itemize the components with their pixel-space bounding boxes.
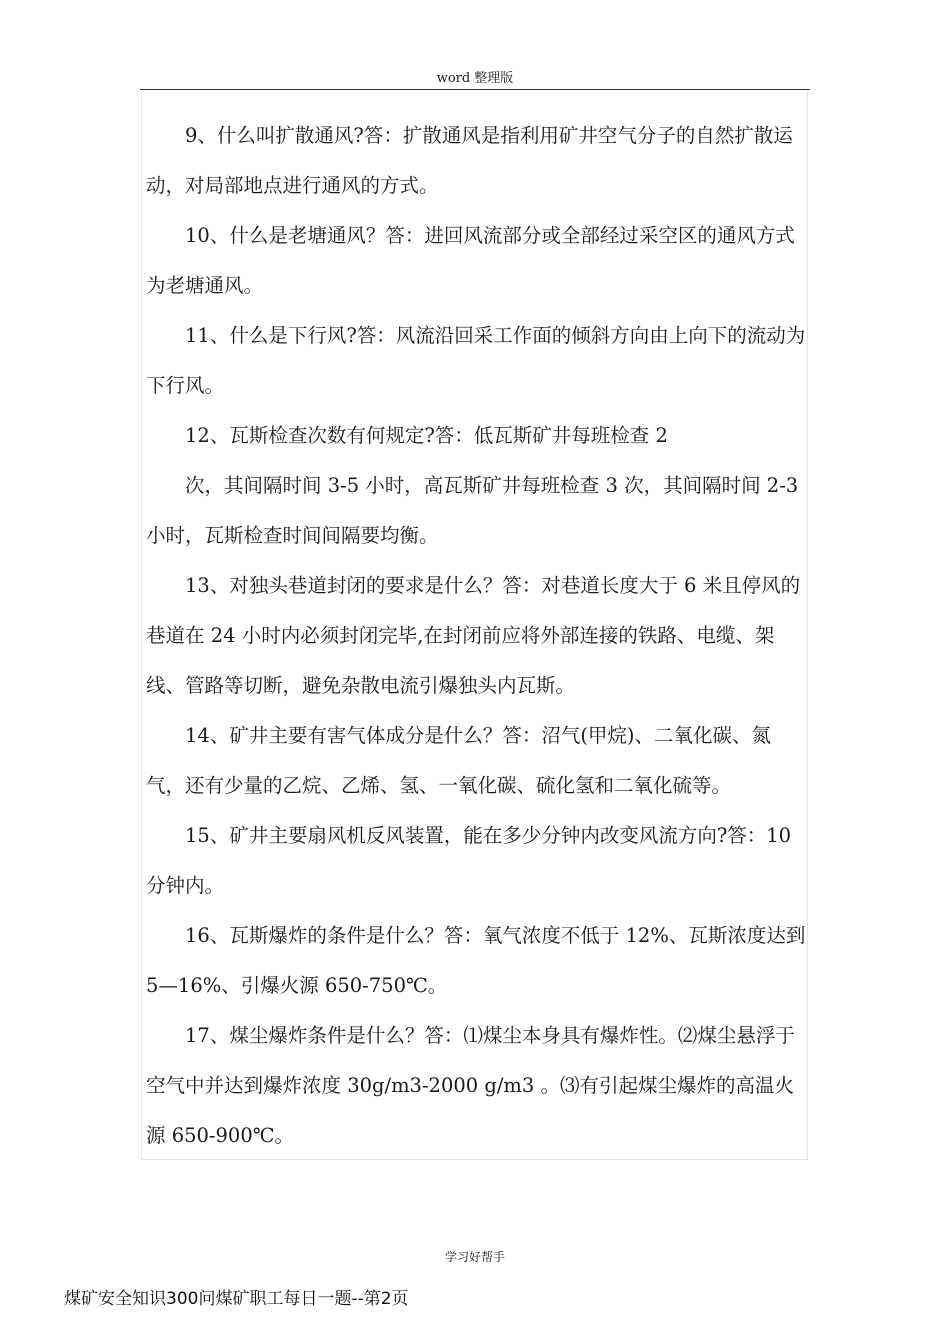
document-body	[146, 111, 808, 1161]
paragraph-q9: 9、什么叫扩散通风?答：扩散通风是指利用矿井空气分子的自然扩散运动，对局部地点进行通风的方式。	[146, 124, 793, 197]
paragraph-q14: 14、矿井主要有害气体成分是什么？答：沼气(甲烷)、二氧化碳、氮气，还有少量的乙烷、乙烯、氢、一氧化碳、硫化氢和二氧化硫等。	[146, 724, 772, 797]
paragraph-q10: 10、什么是老塘通风？答：进回风流部分或全部经过采空区的通风方式为老塘通风。	[146, 224, 795, 297]
page-footer: 学习好帮手	[444, 1250, 505, 1264]
header-rule	[140, 89, 810, 90]
paragraph-q15: 15、矿井主要扇风机反风装置，能在多少分钟内改变风流方向?答：10 分钟内。	[146, 824, 792, 897]
paragraph-q11: 11、什么是下行风?答：风流沿回采工作面的倾斜方向由上向下的流动为下行风。	[146, 324, 806, 397]
paragraph-q17: 17、煤尘爆炸条件是什么？答：⑴煤尘本身具有爆炸性。⑵煤尘悬浮于空气中并达到爆炸浓度 30g/m3-2000 g/m3 。⑶有引起煤尘爆炸的高温火源 650-900℃。	[146, 1024, 795, 1147]
paragraph-q16: 16、瓦斯爆炸的条件是什么？答：氧气浓度不低于 12%、瓦斯浓度达到 5—16%、引爆火源 650-750℃。	[146, 924, 806, 997]
document-title-caption: 煤矿安全知识300问煤矿职工每日一题--第2页	[64, 1289, 409, 1309]
paragraph-q12-cont: 次，其间隔时间 3-5 小时，高瓦斯矿井每班检查 3 次，其间隔时间 2-3 小时，瓦斯检查时间间隔要均衡。	[146, 474, 799, 547]
paragraph-q13: 13、对独头巷道封闭的要求是什么？答：对巷道长度大于 6 米且停风的巷道在 24 小时内必须封闭完毕,在封闭前应将外部连接的铁路、电缆、架线、管路等切断，避免杂散电流引爆独头内瓦斯。	[146, 574, 801, 697]
page-header: word 整理版	[436, 71, 514, 86]
paragraph-q12: 12、瓦斯检查次数有何规定?答：低瓦斯矿井每班检查 2	[185, 424, 668, 447]
